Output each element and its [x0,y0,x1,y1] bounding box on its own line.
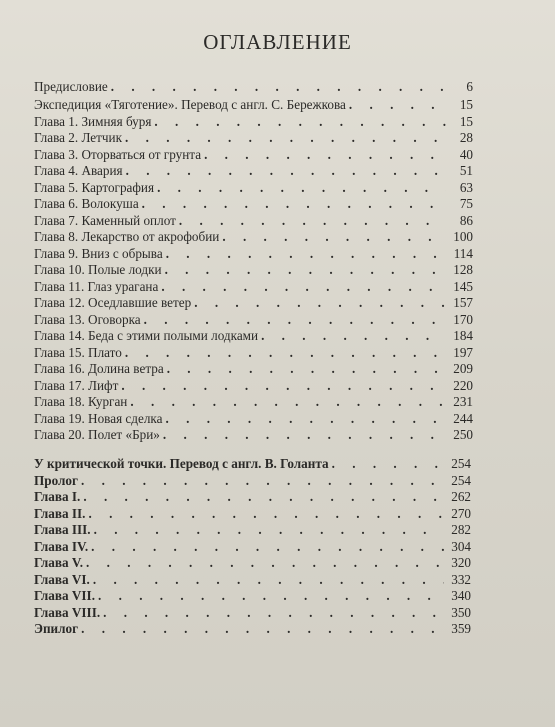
dot-leader [261,328,446,344]
toc-entry-label: Экспедиция «Тяготение». Перевод с англ. С. Бережкова [34,97,346,112]
dot-leader [125,130,446,146]
toc-entry-label: Глава 2. Летчик [34,130,123,145]
toc-entry-page-number: 114 [453,246,473,261]
dot-leader [125,345,446,361]
toc-entry-page-number: 15 [459,97,473,112]
toc-entry [34,213,473,229]
toc-entry [34,427,473,443]
toc-entry-page-number: 128 [453,262,473,277]
dot-leader [93,572,444,588]
toc-entry [34,361,473,377]
toc-entry [34,473,471,489]
toc-entry [34,147,473,163]
toc-entry-page-number: 63 [459,180,473,195]
toc-entry [34,163,473,179]
dot-leader [83,489,444,505]
toc-entry [34,555,471,571]
toc-entry [34,522,471,538]
toc-entry [34,506,471,522]
toc-entry-label: Глава VII. [34,588,95,603]
toc-entry [34,394,473,410]
toc-entry-page-number: 359 [451,621,471,636]
toc-entry-page-number: 320 [451,555,471,570]
dot-leader [166,246,446,262]
dot-leader [81,473,444,489]
toc-entry [34,79,473,95]
dot-leader [332,456,444,472]
toc-entry-page-number: 231 [453,394,473,409]
toc-entry [34,378,473,394]
toc-entry-page-number: 197 [453,345,473,360]
dot-leader [121,378,446,394]
toc-entry-page-number: 75 [459,196,473,211]
toc-entry-page-number: 184 [453,328,473,343]
toc-entry-label: Глава 3. Оторваться от грунта [34,147,202,162]
dot-leader [222,229,446,245]
dot-leader [86,555,444,571]
toc-entry-label: Глава 17. Лифт [34,378,119,393]
toc-entry [34,345,473,361]
toc-entry-page-number: 100 [453,229,473,244]
dot-leader [163,427,446,443]
toc-entry [34,572,471,588]
dot-leader [204,147,446,163]
toc-entry-label: Глава 8. Лекарство от акрофобии [34,229,220,244]
toc-entry [34,588,471,604]
toc-entry-page-number: 254 [451,456,471,471]
toc-entry [34,130,473,146]
toc-entry [34,279,473,295]
toc-entry-label: Глава 14. Беда с этими полыми лодками [34,328,259,343]
toc-entry-page-number: 86 [459,213,473,228]
toc-entry-page-number: 332 [451,572,471,587]
toc-entry-page-number: 209 [453,361,473,376]
dot-leader [91,539,444,555]
toc-entry-page-number: 262 [451,489,471,504]
dot-leader [165,262,446,278]
toc-entry-label: Глава I. [34,489,81,504]
toc-entry-label: Глава 7. Каменный оплот [34,213,176,228]
toc-entry [34,295,473,311]
toc-entry-label: Глава 9. Вниз с обрыва [34,246,163,261]
dot-leader [349,97,446,113]
toc-entry-label: Глава VIII. [34,605,101,620]
toc-entry-page-number: 145 [453,279,473,294]
toc-entry-label: У критической точки. Перевод с англ. В. Голанта [34,456,329,471]
toc-entry [34,262,473,278]
toc-entry [34,605,471,621]
toc-entry-label: Глава IV. [34,539,89,554]
dot-leader [179,213,446,229]
toc-entry-label: Глава VI. [34,572,90,587]
toc-entry-page-number: 350 [451,605,471,620]
toc-entry [34,539,471,555]
toc-entry-label: Глава 11. Глаз урагана [34,279,159,294]
toc-entry [34,229,473,245]
toc-entry [34,180,473,196]
toc-entry-label: Глава 12. Оседлавшие ветер [34,295,192,310]
toc-entry [34,621,471,637]
toc-entry [34,114,473,130]
toc-entry-label: Глава 15. Плато [34,345,122,360]
dot-leader [126,163,446,179]
toc-entry-label: Предисловие [34,79,108,94]
toc-entry [34,456,471,472]
toc-entry-page-number: 270 [451,506,471,521]
toc-entry [34,328,473,344]
toc-entry-label: Глава V. [34,555,84,570]
toc-entry-label: Глава 19. Новая сделка [34,411,163,426]
dot-leader [167,361,446,377]
toc-entry-page-number: 170 [453,312,473,327]
toc-entry-label: Эпилог [34,621,79,636]
dot-leader [88,506,444,522]
toc-entry-page-number: 15 [459,114,473,129]
toc-entry-page-number: 6 [466,79,473,94]
toc-entry-label: Глава 13. Оговорка [34,312,141,327]
dot-leader [103,605,444,621]
toc-entry-page-number: 282 [451,522,471,537]
toc-entry-label: Глава 16. Долина ветра [34,361,164,376]
toc-entry-label: Глава 18. Курган [34,394,128,409]
toc-entry [34,411,473,427]
toc-entry [34,489,471,505]
toc-entry [34,246,473,262]
toc-entry-page-number: 157 [453,295,473,310]
dot-leader [98,588,444,604]
dot-leader [130,394,446,410]
toc-entry-label: Пролог [34,473,78,488]
toc-entry-page-number: 250 [453,427,473,442]
toc-entry-page-number: 51 [459,163,473,178]
dot-leader [144,312,446,328]
toc-entry [34,97,473,113]
toc-entry-page-number: 304 [451,539,471,554]
toc-entry-page-number: 40 [459,147,473,162]
toc-entry-label: Глава III. [34,522,91,537]
dot-leader [194,295,446,311]
toc-entry-page-number: 340 [451,588,471,603]
dot-leader [142,196,446,212]
toc-entry-page-number: 220 [453,378,473,393]
dot-leader [81,621,444,637]
toc-entry-page-number: 254 [451,473,471,488]
dot-leader [154,114,446,130]
dot-leader [166,411,447,427]
toc-entry-page-number: 244 [453,411,473,426]
toc-entry-label: Глава 4. Авария [34,163,123,178]
toc-entry-label: Глава 20. Полет «Бри» [34,427,160,442]
toc-entry-label: Глава II. [34,506,86,521]
dot-leader [161,279,446,295]
toc-entry-page-number: 28 [459,130,473,145]
dot-leader [157,180,446,196]
page-title: ОГЛАВЛЕНИЕ [203,30,352,54]
dot-leader [94,522,444,538]
toc-entry-label: Глава 1. Зимняя буря [34,114,152,129]
toc-entry [34,312,473,328]
toc-entry [34,196,473,212]
toc-entry-label: Глава 10. Полые лодки [34,262,162,277]
toc-entry-label: Глава 6. Волокуша [34,196,139,211]
toc-entry-label: Глава 5. Картография [34,180,155,195]
dot-leader [111,79,446,95]
